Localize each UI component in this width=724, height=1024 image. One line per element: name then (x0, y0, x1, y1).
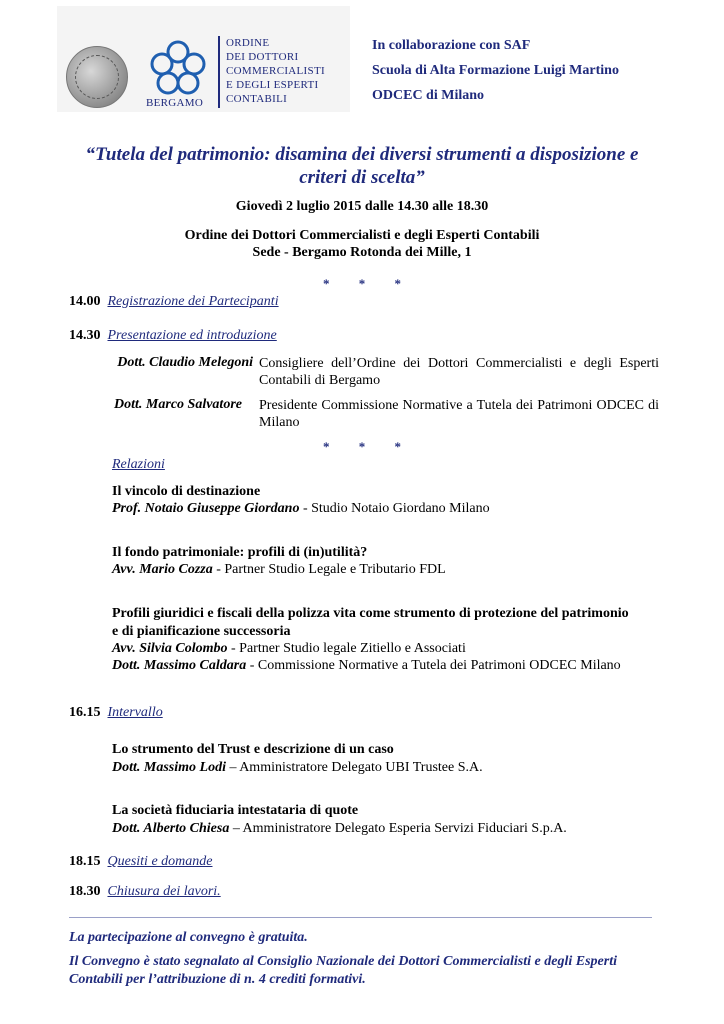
talk-speaker-name: Dott. Alberto Chiesa (112, 821, 230, 836)
talk-title-line-1: Profili giuridici e fiscali della polizza vita come strumento di protezione del patrimonio (112, 606, 629, 621)
schedule-time: 16.15 (69, 705, 101, 720)
talk-speaker (112, 760, 483, 776)
talk-speaker-affiliation: - Studio Notaio Giordano Milano (299, 501, 490, 516)
schedule-label: Registrazione dei Partecipanti (107, 294, 279, 309)
talk-speaker-name: Avv. Mario Cozza (112, 562, 213, 577)
footer-divider (69, 917, 652, 918)
speaker-name: Dott. Claudio Melegoni (117, 355, 253, 370)
logo-divider (218, 36, 220, 108)
schedule-label: Intervallo (107, 705, 163, 720)
talk-speaker-name: Dott. Massimo Lodi (112, 760, 226, 775)
separator-stars: * * * (323, 439, 401, 454)
talk-title: Il vincolo di destinazione (112, 484, 261, 499)
schedule-label: Chiusura dei lavori. (107, 884, 221, 899)
seal-icon (66, 46, 128, 108)
org-name-line-5: CONTABILI (226, 93, 288, 105)
schedule-item (69, 294, 279, 310)
talk-title: Il fondo patrimoniale: profili di (in)utilità? (112, 545, 368, 560)
talk-speaker (112, 821, 567, 837)
talk-title: Lo strumento del Trust e descrizione di un caso (112, 742, 394, 757)
footer-free-participation: La partecipazione al convegno è gratuita. (69, 930, 308, 945)
org-name-line-4: E DEGLI ESPERTI (226, 79, 319, 91)
talk-title: La società fiduciaria intestataria di quote (112, 803, 359, 818)
footer-credits-note: Il Convegno è stato segnalato al Consiglio Nazionale dei Dottori Commercialisti e degli Esperti Contabili per l’attribuzione di n. 4 crediti formativi. (69, 954, 617, 987)
schedule-time: 14.30 (69, 328, 101, 343)
event-date: Giovedì 2 luglio 2015 dalle 14.30 alle 18.30 (235, 199, 489, 214)
talk-speaker (112, 641, 466, 657)
talk-speaker (112, 501, 490, 517)
org-name-line-1: ORDINE (226, 37, 270, 49)
schedule-time: 14.00 (69, 294, 101, 309)
schedule-item (69, 328, 277, 344)
schedule-time: 18.15 (69, 854, 101, 869)
talk-speaker-name: Dott. Massimo Caldara (112, 658, 247, 673)
org-city: BERGAMO (146, 97, 204, 109)
event-title: “Tutela del patrimonio: disamina dei diversi strumenti a disposizione e criteri di scelta” (85, 144, 639, 188)
org-name-line-2: DEI DOTTORI (226, 51, 299, 63)
speaker-role: Presidente Commissione Normative a Tutela dei Patrimoni ODCEC di Milano (259, 398, 659, 430)
speaker-role: Consigliere dell’Ordine dei Dottori Commercialisti e degli Esperti Contabili di Bergamo (259, 356, 659, 388)
talk-speaker-affiliation: – Amministratore Delegato Esperia Servizi Fiduciari S.p.A. (229, 821, 567, 836)
speaker-name: Dott. Marco Salvatore (114, 397, 242, 412)
talk-speaker-name: Prof. Notaio Giuseppe Giordano (112, 501, 300, 516)
schedule-item (69, 884, 221, 900)
talk-speaker-affiliation: – Amministratore Delegato UBI Trustee S.A. (225, 760, 483, 775)
talk-speaker (112, 562, 446, 578)
collab-line-2: Scuola di Alta Formazione Luigi Martino (372, 63, 619, 78)
schedule-label: Quesiti e domande (107, 854, 213, 869)
talk-speaker-affiliation: - Partner Studio Legale e Tributario FDL (212, 562, 446, 577)
collab-line-1: In collaborazione con SAF (372, 38, 531, 53)
separator-stars: * * * (323, 276, 401, 291)
schedule-time: 18.30 (69, 884, 101, 899)
schedule-item (69, 854, 212, 870)
talk-speaker (112, 658, 621, 674)
org-name-line-3: COMMERCIALISTI (226, 65, 325, 77)
section-relazioni: Relazioni (112, 457, 165, 472)
schedule-item (69, 705, 163, 721)
talk-speaker-affiliation: - Partner Studio legale Zitiello e Associati (227, 641, 466, 656)
venue-line-2: Sede - Bergamo Rotonda dei Mille, 1 (252, 245, 472, 260)
talk-speaker-name: Avv. Silvia Colombo (112, 641, 228, 656)
talk-speaker-affiliation: - Commissione Normative a Tutela dei Patrimoni ODCEC Milano (246, 658, 621, 673)
talk-title-line-2: e di pianificazione successoria (112, 624, 291, 639)
order-logo-icon (146, 38, 210, 98)
schedule-label: Presentazione ed introduzione (107, 328, 277, 343)
collab-line-3: ODCEC di Milano (372, 88, 485, 103)
venue-line-1: Ordine dei Dottori Commercialisti e degli Esperti Contabili (184, 228, 540, 243)
